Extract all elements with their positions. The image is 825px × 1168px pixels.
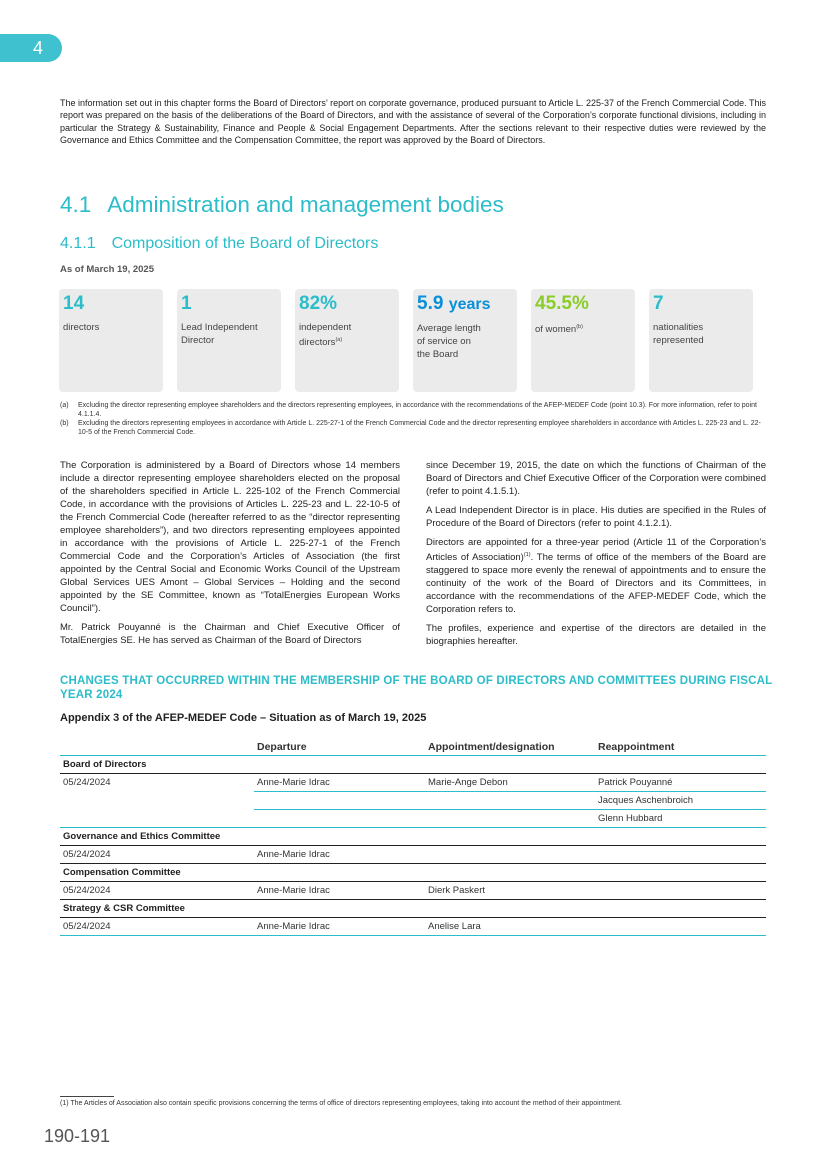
footnote-ref: (1): [523, 552, 531, 558]
paragraph: Mr. Patrick Pouyanné is the Chairman and Chief Executive Officer of TotalEnergies SE. He has served as Chairman of the Board of Directors: [60, 622, 400, 646]
body-column-left: [60, 459, 400, 653]
paragraph: since December 19, 2015, the date on which the functions of Chairman of the Board of Directors and Chief Executive Officer of the Corporation were combined (refer to point 4.1.5.1).: [426, 460, 766, 497]
header-appointment: Appointment/designation: [425, 736, 595, 756]
table-row: 05/24/2024 Anne-Marie Idrac Marie-Ange Debon Patrick Pouyanné: [60, 774, 766, 792]
card-notes: [60, 401, 766, 437]
key-figure-value: 82%: [299, 293, 338, 314]
note-a: (a) Excluding the director representing employee shareholders and the directors representing employees, in accordance with the recommendations of the AFEP-MEDEF Code (point 10.3). For more information, refer to point 4.1.1.4.: [60, 402, 757, 418]
footnote-divider: [60, 1096, 114, 1097]
paragraph: Directors are appointed for a three-year period (Article 11 of the Corporation’s Articles of Association)$^{(1)}$. The terms of office of the members of the Board are staggered to space more evenly the renewal of appointments and to ensure the continuity of the work of the Board of Directors and its Committees, in accordance with the recommendations of the AFEP-MEDEF Code, which the Corporation refers to.: [426, 537, 766, 616]
key-figure-label: independent directors$^{(a)}$: [299, 322, 352, 349]
membership-changes-table: [60, 736, 766, 936]
footnote-ref: (b): [576, 324, 583, 330]
subsection-title: Composition of the Board of Directors: [111, 235, 379, 252]
header-departure: Departure: [254, 736, 425, 756]
table-section-row: Strategy & CSR Committee: [60, 900, 766, 918]
changes-heading: CHANGES THAT OCCURRED WITHIN THE MEMBERSHIP OF THE BOARD OF DIRECTORS AND COMMITTEES DURING FISCAL YEAR 2024: [60, 675, 773, 701]
key-figure-value: 1: [181, 293, 192, 314]
table-section-row: Governance and Ethics Committee: [60, 828, 766, 846]
key-figure-label: directors: [63, 322, 100, 333]
table-header-row: [60, 736, 766, 756]
table-row: 05/24/2024 Anne-Marie Idrac Anelise Lara: [60, 918, 766, 936]
chapter-tab: [0, 34, 62, 62]
table-section-row: Compensation Committee: [60, 864, 766, 882]
page-number: 190-191: [44, 1126, 111, 1146]
key-figure-card: [413, 289, 517, 392]
key-figure-label: nationalities represented: [653, 322, 704, 346]
subsection-number: 4.1.1: [60, 235, 96, 252]
paragraph: The profiles, experience and expertise of the directors are detailed in the biographies hereafter.: [426, 623, 766, 648]
paragraph: A Lead Independent Director is in place. His duties are specified in the Rules of Procedure of the Board of Directors (refer to point 4.1.2.1).: [426, 505, 766, 529]
footnote: (1) The Articles of Association also contain specific provisions concerning the terms of office of directors representing employees, taking into account the method of their appointment.: [60, 1100, 622, 1107]
footnote-ref: (a): [335, 337, 343, 343]
table-row: 05/24/2024 Anne-Marie Idrac Dierk Paskert: [60, 882, 766, 900]
key-figure-value: 5.9 years: [417, 293, 491, 314]
subsection-heading: [60, 235, 378, 253]
key-figure-card: [649, 289, 753, 392]
note-b: (b) Excluding the directors representing employees in accordance with Article L. 225-27-1 of the French Commercial Code and the director representing employee shareholders in accordance with Articles L. 225-23 and L. 22-10-5 of the French Commercial Code.: [60, 420, 761, 436]
appendix-title: Appendix 3 of the AFEP-MEDEF Code – Situation as of March 19, 2025: [60, 712, 427, 724]
table-row: Glenn Hubbard: [60, 810, 766, 828]
paragraph: The Corporation is administered by a Board of Directors whose 14 members include a director representing employee shareholders elected on the proposal of the shareholders specified in Article L. 225-102 of the French Commercial Code, in accordance with the provisions of Articles L. 225-23 and L. 22-10-5 of the French Commercial Code (hereafter referred to as the “director representing employee shareholders”), and two directors representing employees appointed in accordance with the provisions of Article L. 225-27-1 of the French Commercial Code and the Corporation’s Articles of Association (the first appointed by the Central Social and Economic Works Council of the Upstream Global Services UES Amont – Global Services – Holding and the second appointed by the SE Committee, known as “TotalEnergies European Works Council”).: [60, 460, 400, 614]
key-figure-label: Lead Independent Director: [181, 322, 258, 346]
body-column-right: [426, 459, 766, 654]
table-section-row: Board of Directors: [60, 756, 766, 774]
intro-paragraph: The information set out in this chapter forms the Board of Directors’ report on corporate governance, produced pursuant to Article L. 225-37 of the French Commercial Code. This report was prepared on the basis of the deliberations of the Board of Directors, and with the assistance of several of the Corporation’s corporate functional divisions, including in particular the Strategy & Sustainability, Finance and People & Social Engagement Departments. After the sections relevant to their respective duties were reviewed by the Governance and Ethics Committee and the Compensation Committee, the report was approved by the Board of Directors.: [60, 98, 766, 146]
section-heading: [60, 192, 504, 218]
key-figure-value: 45.5%: [535, 293, 589, 314]
key-figure-card: [59, 289, 163, 392]
key-figure-card: [531, 289, 635, 392]
as-of-date: As of March 19, 2025: [60, 264, 154, 275]
key-figures: [59, 289, 753, 392]
chapter-number: 4: [33, 38, 44, 58]
table-row: Jacques Aschenbroich: [60, 792, 766, 810]
key-figure-value: 7: [653, 293, 664, 314]
table-row: 05/24/2024 Anne-Marie Idrac: [60, 846, 766, 864]
section-title: Administration and management bodies: [107, 192, 504, 217]
key-figure-label: Average length of service on the Board: [417, 323, 481, 360]
key-figure-card: [177, 289, 281, 392]
section-number: 4.1: [60, 192, 92, 217]
header-reappointment: Reappointment: [595, 736, 766, 756]
key-figure-value: 14: [63, 293, 85, 314]
key-figure-card: [295, 289, 399, 392]
key-figure-label: of women$^{(b)}$: [535, 324, 583, 336]
